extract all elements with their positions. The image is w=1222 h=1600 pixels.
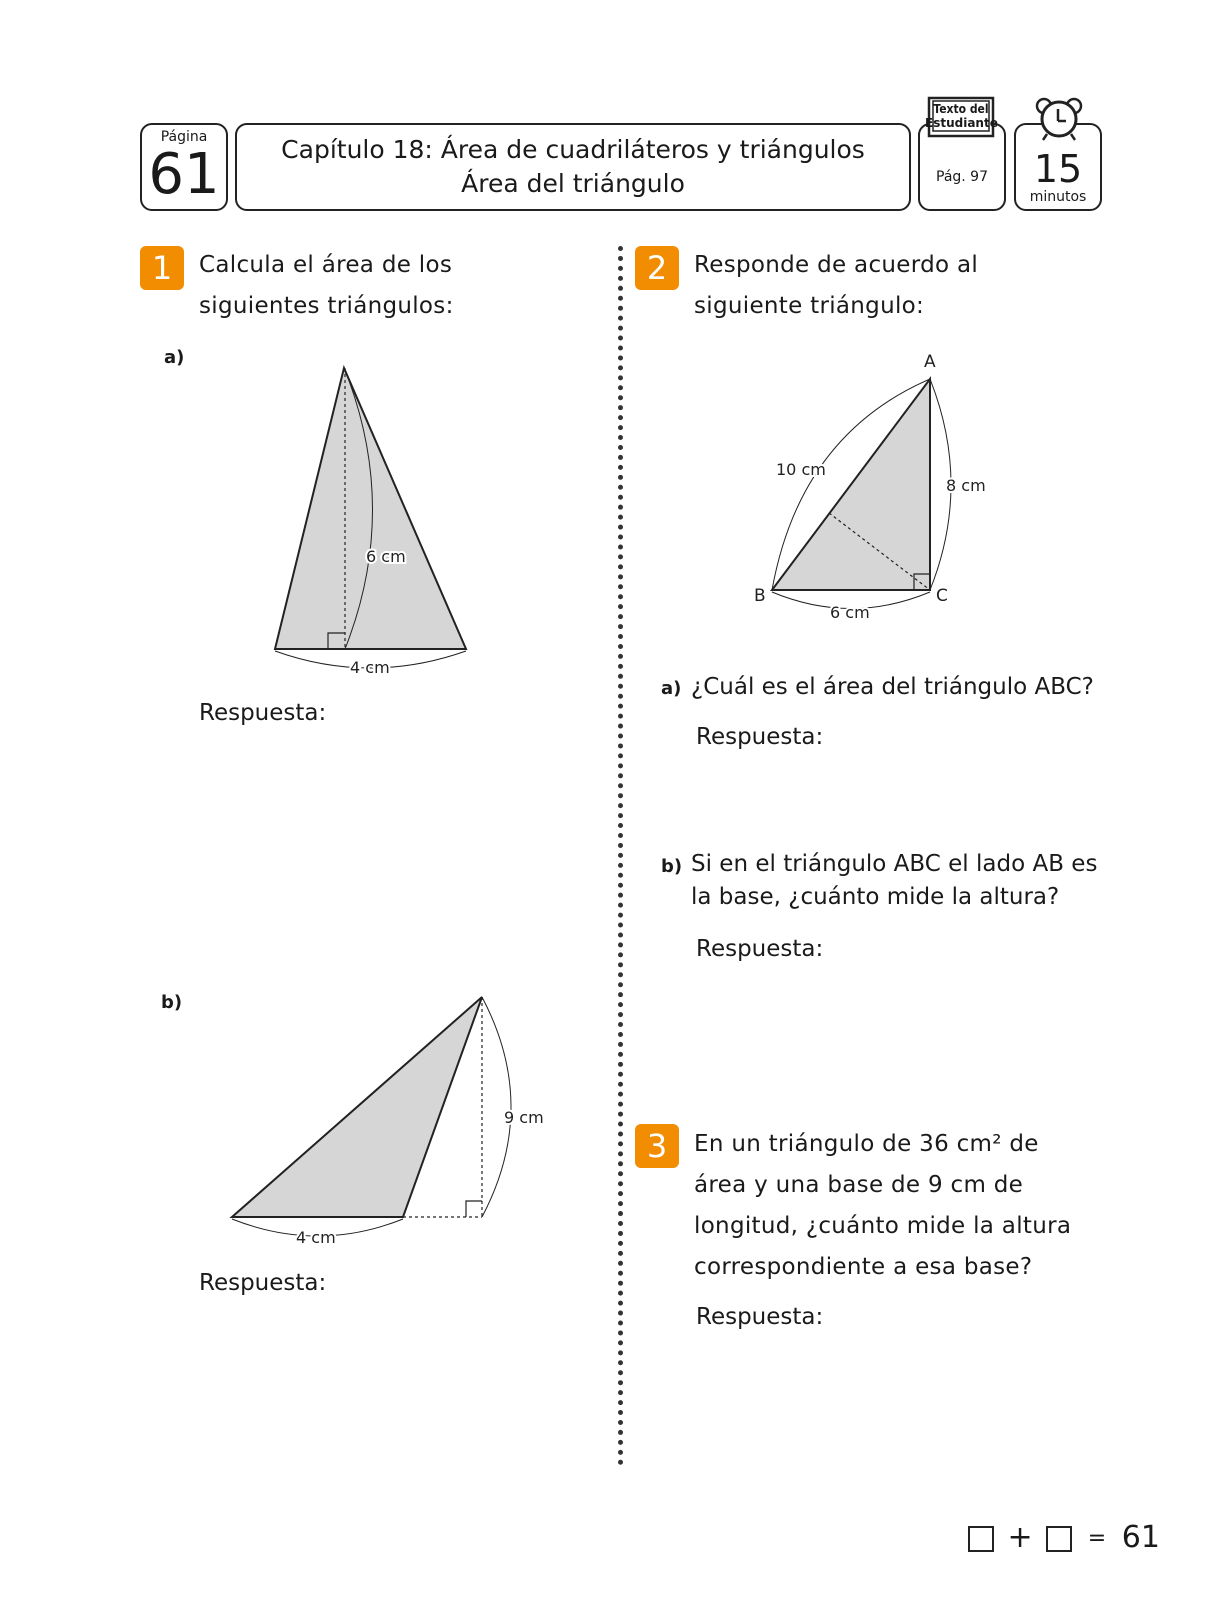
question-3-line3: longitud, ¿cuánto mide la altura <box>694 1213 1072 1239</box>
question-3-badge: 3 <box>635 1124 679 1168</box>
triangle-a-base-label: 4 cm <box>350 658 390 677</box>
time-unit: minutos <box>1029 189 1087 205</box>
page-label: Página <box>160 129 208 145</box>
triangle-abc-figure <box>740 345 1000 635</box>
question-1b-label: b) <box>161 992 183 1013</box>
question-2a-label: a) <box>661 678 682 699</box>
question-1a-label: a) <box>164 347 185 368</box>
triangle-abc <box>772 379 930 590</box>
book-page: Pág. 97 <box>936 169 988 185</box>
question-1-badge: 1 <box>140 246 184 290</box>
question-1-text-line1: Calcula el área de los <box>199 252 453 278</box>
question-1a-answer-label: Respuesta: <box>199 700 327 726</box>
lesson-title: Área del triángulo <box>461 169 685 198</box>
question-3-line1: En un triángulo de 36 cm² de <box>694 1131 1039 1157</box>
score-equation <box>968 1520 1160 1555</box>
page-number: 61 <box>148 142 220 207</box>
question-1b-answer-label: Respuesta: <box>199 1270 327 1296</box>
book-label-2: Estudiante <box>925 116 998 130</box>
question-2b-label: b) <box>661 856 683 877</box>
question-2-text-line2: siguiente triángulo: <box>694 293 925 319</box>
triangle-b-figure <box>220 985 550 1255</box>
vertex-c-label: C <box>936 586 948 606</box>
triangle-a-figure <box>260 360 480 690</box>
right-angle-mark <box>466 1201 482 1217</box>
question-2a-answer-label: Respuesta: <box>696 724 824 750</box>
question-3-line4: correspondiente a esa base? <box>694 1254 1033 1280</box>
alarm-clock-icon <box>1034 96 1084 142</box>
vertex-b-label: B <box>754 586 766 606</box>
triangle-a <box>275 368 466 649</box>
triangle-b <box>232 997 482 1217</box>
book-icon <box>925 94 997 138</box>
score-total: 61 <box>1121 1520 1160 1555</box>
chapter-title-box <box>235 123 911 211</box>
chapter-title: Capítulo 18: Área de cuadriláteros y triángulos <box>281 135 865 164</box>
side-ac-label: 8 cm <box>946 476 986 495</box>
side-ab-label: 10 cm <box>776 460 826 479</box>
column-divider <box>618 246 623 1466</box>
question-2-badge: 2 <box>635 246 679 290</box>
book-label-1: Texto del <box>933 102 989 116</box>
question-3-line2: área y una base de 9 cm de <box>694 1172 1024 1198</box>
score-box-2 <box>1046 1526 1072 1552</box>
question-2b-text-line1: Si en el triángulo ABC el lado AB es <box>691 851 1098 877</box>
triangle-a-height-label: 6 cm <box>366 547 406 566</box>
time-value: 15 <box>1033 147 1083 191</box>
page-number-box <box>140 123 228 211</box>
question-3-answer-label: Respuesta: <box>696 1304 824 1330</box>
triangle-b-base-label: 4 cm <box>296 1228 336 1247</box>
question-2b-answer-label: Respuesta: <box>696 936 824 962</box>
score-box-1 <box>968 1526 994 1552</box>
side-bc-label: 6 cm <box>830 603 870 622</box>
question-2a-text: ¿Cuál es el área del triángulo ABC? <box>691 674 1094 700</box>
question-2b-text-line2: la base, ¿cuánto mide la altura? <box>691 884 1060 910</box>
triangle-b-height-label: 9 cm <box>504 1108 544 1127</box>
question-1-text-line2: siguientes triángulos: <box>199 293 454 319</box>
equals-sign: = <box>1087 1526 1107 1551</box>
vertex-a-label: A <box>924 352 936 372</box>
question-2-text-line1: Responde de acuerdo al <box>694 252 979 278</box>
plus-sign: + <box>1007 1520 1033 1555</box>
height-brace <box>482 997 511 1217</box>
